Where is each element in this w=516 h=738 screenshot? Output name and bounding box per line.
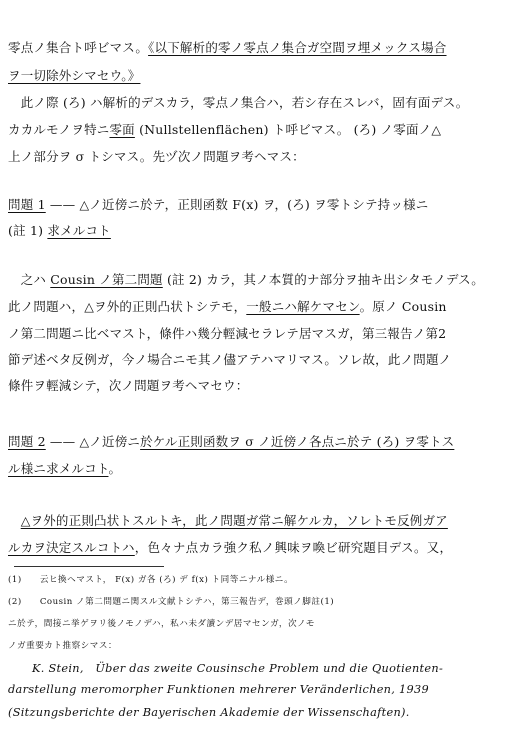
line-text: (Nullstellenflächen) ト呼ビマス。 (ろ) ノ零面ノ△ — [134, 122, 442, 137]
underlined-text: 於ケル正則函数ヲ σ ノ近傍ノ各点ニ於テ (ろ) ヲ零トス — [140, 434, 455, 449]
line-text: カカルモノヲ特ニ — [8, 122, 110, 137]
underlined-text: 《以下解析的零ノ零点ノ集合ガ空間ヲ埋メックス場合 — [148, 40, 447, 55]
underlined-text: ヲ一切除外シマセウ。》 — [8, 68, 141, 83]
line-text: (註 1) — [8, 223, 48, 238]
underlined-text: △ヲ外的正則凸状トスルトキ，此ノ問題ガ常ニ解ケルカ，ソレトモ反例ガア — [20, 513, 448, 528]
underlined-text: 零面 — [109, 122, 135, 137]
text-line-10 — [8, 324, 446, 342]
text-line-9 — [8, 297, 447, 315]
line-text: —— △ノ近傍ニ於テ，正則函数 F(x) ヲ，(ろ) ヲ零トシテ持ッ様ニ — [45, 197, 429, 212]
text-line-5 — [8, 147, 305, 165]
footnote-1: (1) 云ヒ換ヘマスト， F(x) ガ各 (ろ) デ f(x) ト同等ニナル様ニ。 — [8, 575, 294, 585]
footnote-2-cont-2: ノガ重要カト推察シマス： — [8, 641, 118, 651]
text-line-14 — [8, 459, 121, 477]
text-line-1 — [8, 38, 447, 56]
text-line-15 — [8, 511, 448, 529]
underlined-text: 求メルコト — [47, 223, 111, 238]
underlined-text: ル様ニ求メルコト — [8, 461, 109, 476]
problem-1-heading — [8, 195, 428, 213]
reference-line-2: darstellung meromorpher Funktionen mehrerer Veränderlichen, 1939 — [8, 683, 429, 696]
line-text: 節デ述ベタ反例ガ，今ノ場合ニモ其ノ儘アテハマリマス。ソレ故，此ノ問題ノ — [8, 352, 452, 367]
text-line-7 — [8, 221, 111, 239]
footnote-rule — [14, 566, 164, 567]
line-text: 此ノ問題ハ，△ヲ外的正則凸状トシテモ， — [8, 299, 247, 314]
reference-line-1: K. Stein, Über das zweite Cousinsche Problem und die Quotienten- — [32, 662, 444, 675]
problem-2-heading — [8, 432, 454, 450]
line-text: (註 2) カラ，其ノ本質的ナ部分ヲ抽キ出シタモノデス。 — [162, 272, 484, 287]
line-text: 零点ノ集合ト呼ビマス。 — [8, 40, 149, 55]
text-line-11 — [8, 350, 451, 368]
underlined-text: 問題 1 — [8, 197, 46, 212]
text-line-12 — [8, 376, 248, 394]
line-text: ，色々ナ点カラ強ク私ノ興味ヲ喚ビ研究題目デス。又， — [134, 540, 453, 555]
underlined-text: ルカヲ決定スルコトハ — [8, 540, 135, 555]
text-line-4 — [8, 120, 441, 138]
line-text: ノ第二問題ニ比ベマスト，條件ハ幾分輕減セラレテ居マスガ，第三報告ノ第2 — [8, 326, 447, 341]
footnote-2-cont-1: ニ於テ，間接ニ挙ゲヲリ後ノモノデハ，私ハ未ダ讀ンデ居マセンガ，次ノモ — [8, 619, 315, 629]
line-text: 。 — [108, 461, 122, 476]
text-line-16 — [8, 538, 452, 556]
underlined-text: 一般ニハ解ケマセン — [246, 299, 360, 314]
line-text: 之ハ — [8, 272, 51, 287]
line-text — [8, 513, 21, 528]
underlined-text: Cousin ノ第二問題 — [50, 272, 163, 287]
line-text: 。原ノ Cousin — [359, 299, 447, 314]
reference-line-3: (Sitzungsberichte der Bayerischen Akademie der Wissenschaften). — [8, 706, 410, 719]
underlined-text: 問題 2 — [8, 434, 46, 449]
line-text: 上ノ部分ヲ σ トシマス。先ヅ次ノ問題ヲ考ヘマス： — [8, 149, 305, 164]
text-line-3 — [8, 93, 469, 111]
line-text: —— △ノ近傍ニ — [45, 434, 141, 449]
footnote-2: (2) Cousin ノ第二問題ニ関スル文献トシテハ，第三報告デ，巻頭ノ脚註(1) — [8, 597, 335, 607]
line-text: 此ノ際 (ろ) ハ解析的デスカラ，零点ノ集合ハ，若シ存在スレバ，固有面デス。 — [8, 95, 469, 110]
line-text: 條件ヲ輕減シテ，次ノ問題ヲ考ヘマセウ： — [8, 378, 249, 393]
text-line-8 — [8, 270, 484, 288]
text-line-2 — [8, 66, 140, 84]
